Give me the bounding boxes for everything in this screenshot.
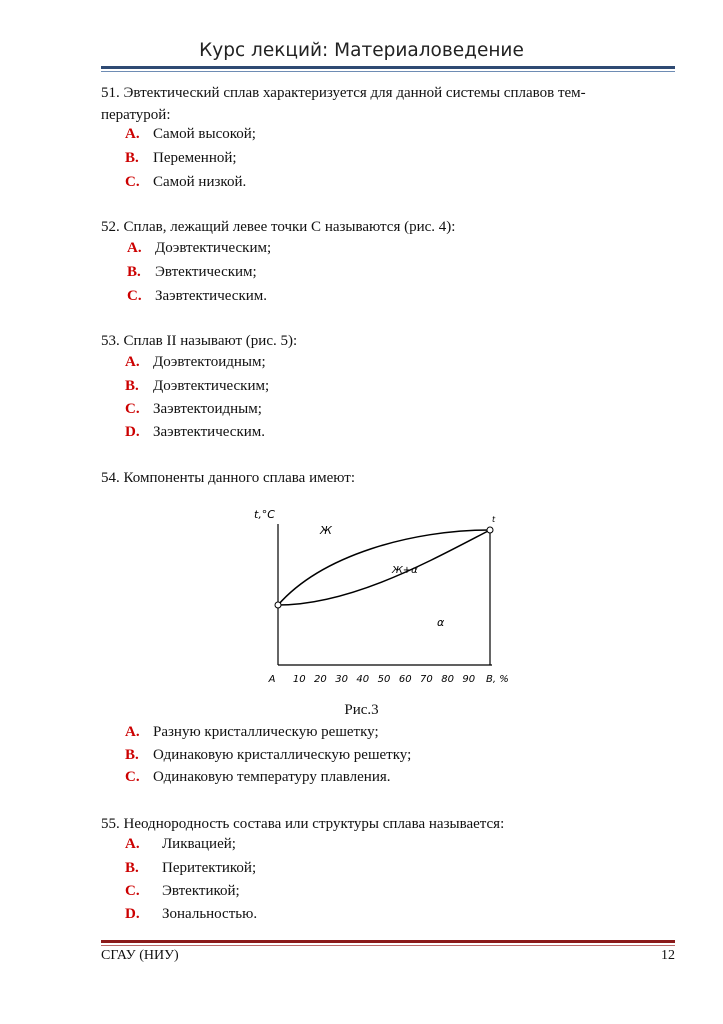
figure-caption: Рис.3 <box>344 702 379 718</box>
option-letter: B. <box>127 264 141 280</box>
x-tick-label: 10 <box>292 674 306 685</box>
option-letter: B. <box>125 378 139 394</box>
x-tick-label: 80 <box>441 674 454 685</box>
option[interactable] <box>125 148 237 168</box>
option-letter: D. <box>125 906 140 922</box>
x-tick-label-a: A <box>268 674 276 685</box>
option[interactable] <box>125 172 246 192</box>
option-letter: D. <box>125 424 140 440</box>
option[interactable] <box>127 238 271 258</box>
liquidus-curve <box>278 530 490 605</box>
option-text: Заэвтектоидным; <box>153 401 262 417</box>
option-text: Эвтектикой; <box>162 883 240 899</box>
option-text: Одинаковую кристаллическую решетку; <box>153 747 412 763</box>
option[interactable] <box>125 767 391 787</box>
option-letter: C. <box>125 401 140 417</box>
page-number: 12 <box>661 948 675 963</box>
region-solid-label: α <box>437 616 445 629</box>
option[interactable] <box>125 834 236 854</box>
option-letter: C. <box>125 883 140 899</box>
option[interactable] <box>125 376 269 396</box>
question-53: 53. Сплав II называют (рис. 5): <box>101 333 298 349</box>
option[interactable] <box>125 124 256 144</box>
y-axis-label: t,°C <box>254 508 275 521</box>
x-tick-label: 20 <box>314 674 327 685</box>
option[interactable] <box>125 352 266 372</box>
x-tick-label: 60 <box>398 674 412 685</box>
option-letter: C. <box>125 769 140 785</box>
option-text: Заэвтектическим. <box>153 424 265 440</box>
question-54: 54. Компоненты данного сплава имеют: <box>101 470 355 486</box>
option-text: Одинаковую температуру плавления. <box>153 769 391 785</box>
option-text: Доэвтектическим; <box>153 378 270 394</box>
option[interactable] <box>127 262 257 282</box>
option-text: Разную кристаллическую решетку; <box>153 724 379 740</box>
option-letter: C. <box>127 288 142 304</box>
x-tick-label-b: B, % <box>486 674 509 685</box>
option-text: Перитектикой; <box>162 860 257 876</box>
question-52: 52. Сплав, лежащий левее точки С называются (рис. 4): <box>101 219 456 235</box>
question-55: 55. Неоднородность состава или структуры сплава называется: <box>101 816 505 832</box>
x-tick-label: 30 <box>335 674 348 685</box>
option[interactable] <box>125 881 240 901</box>
option-text: Доэвтектоидным; <box>153 354 266 370</box>
option-letter: B. <box>125 747 139 763</box>
option-text: Переменной; <box>153 150 237 166</box>
option-letter: A. <box>125 126 140 142</box>
option-letter: B. <box>125 860 139 876</box>
option-letter: A. <box>127 240 142 256</box>
option-letter: B. <box>125 150 139 166</box>
option-text: Эвтектическим; <box>155 264 257 280</box>
option-text: Доэвтектическим; <box>155 240 272 256</box>
option-letter: A. <box>125 836 140 852</box>
solidus-curve <box>278 530 490 605</box>
option-text: Зональностью. <box>162 906 258 922</box>
option[interactable] <box>125 399 262 419</box>
option[interactable] <box>125 422 265 442</box>
region-liquid-label: Ж <box>320 524 332 537</box>
x-tick-labels <box>268 674 509 685</box>
question-51 <box>101 82 675 126</box>
option-letter: C. <box>125 174 140 190</box>
point-label: t <box>492 515 496 524</box>
option[interactable] <box>125 904 257 924</box>
option[interactable] <box>125 858 256 878</box>
option-letter: A. <box>125 724 140 740</box>
x-tick-label: 40 <box>356 674 370 685</box>
x-tick-label: 90 <box>462 674 476 685</box>
option[interactable] <box>125 722 379 742</box>
phase-diagram <box>254 500 522 690</box>
option[interactable] <box>127 286 267 306</box>
footer-rule-thin <box>101 945 675 946</box>
option-text: Ликвацией; <box>162 836 236 852</box>
x-tick-label: 50 <box>377 674 391 685</box>
option-text: Заэвтектическим. <box>155 288 267 304</box>
option-letter: A. <box>125 354 140 370</box>
page-title: Курс лекций: Материаловедение <box>199 40 524 61</box>
region-two-phase-label: Ж+α <box>392 565 418 576</box>
melting-point-b <box>487 527 493 533</box>
header-rule <box>101 66 675 69</box>
option-text: Самой высокой; <box>153 126 256 142</box>
question-51-text: 51. Эвтектический сплав характеризуется для данной системы сплавов тем- пературой: <box>101 85 586 123</box>
melting-point-a <box>275 602 281 608</box>
footer-institution: СГАУ (НИУ) <box>101 948 179 963</box>
footer-rule <box>101 940 675 943</box>
header-rule-thin <box>101 71 675 72</box>
option-text: Самой низкой. <box>153 174 247 190</box>
x-tick-label: 70 <box>420 674 433 685</box>
option[interactable] <box>125 745 411 765</box>
